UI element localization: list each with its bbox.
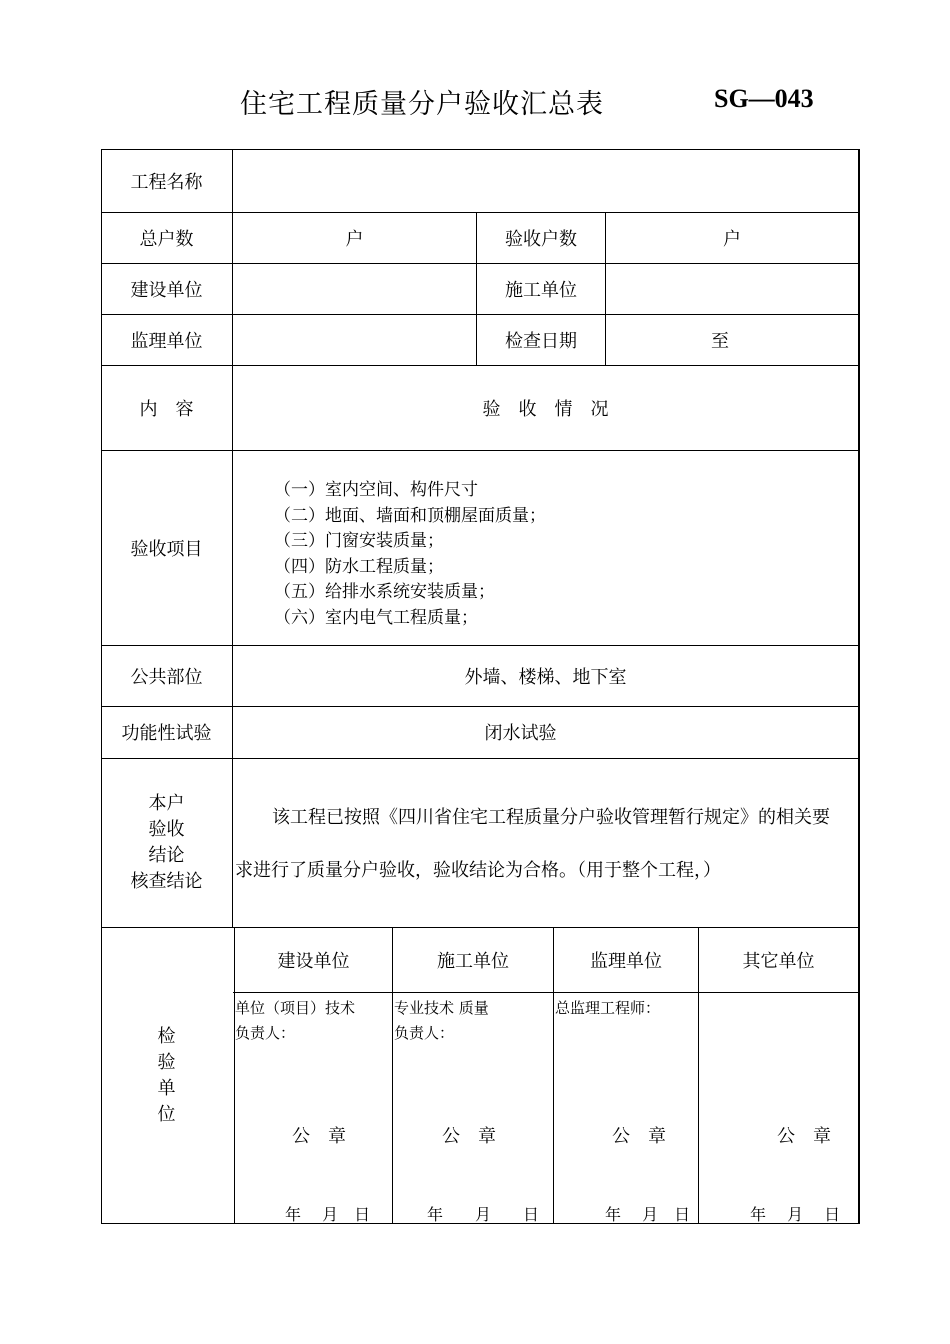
supervisor-label: 监理单位 — [130, 330, 203, 352]
total-households-label: 总户数 — [139, 228, 194, 250]
conclusion-label — [101, 791, 232, 895]
check-date-field[interactable]: 至 — [711, 330, 729, 352]
inspection-label-char: 位 — [157, 1104, 176, 1125]
contractor-signer-label — [394, 996, 489, 1046]
builder-signer-label — [235, 996, 355, 1046]
conclusion-label-line: 验收 — [148, 819, 185, 840]
conclusion-label-line: 结论 — [148, 845, 185, 866]
list-item: （三）门窗安装质量； — [274, 531, 444, 551]
total-households-field[interactable]: 户 — [345, 228, 364, 250]
unit-header-supervisor: 监理单位 — [590, 950, 662, 972]
table-border-right — [858, 149, 860, 1224]
signer-line: 单位（项目）技术 — [235, 999, 356, 1017]
contractor-field[interactable] — [606, 263, 858, 314]
builder-seal: 公 章 — [292, 1126, 346, 1147]
form-code: SG—043 — [714, 84, 814, 113]
signer-line: 专业技术 质量 — [394, 999, 489, 1017]
acceptance-items-label: 验收项目 — [130, 538, 203, 560]
row-divider — [101, 758, 860, 759]
signer-line: 负责人： — [394, 1024, 455, 1042]
other-date: 年 月 日 — [750, 1205, 841, 1224]
signer-line: 总监理工程师： — [555, 999, 661, 1017]
list-item: （一）室内空间、构件尺寸 — [274, 480, 478, 500]
unit-header-builder: 建设单位 — [277, 950, 350, 972]
conclusion-label-line: 本户 — [148, 793, 185, 814]
content-label: 内 容 — [139, 398, 194, 420]
conclusion-label-line: 核查结论 — [130, 871, 203, 892]
acceptance-status-label: 验 收 情 况 — [482, 398, 609, 420]
list-item: （四）防水工程质量； — [274, 556, 444, 577]
row-divider — [233, 992, 860, 993]
inspection-label-char: 单 — [157, 1078, 176, 1099]
list-item: （六）室内电气工程质量； — [274, 607, 478, 628]
supervisor-signer-label — [555, 996, 660, 1021]
function-test-label: 功能性试验 — [121, 723, 212, 744]
supervisor-date: 年 月 日 — [605, 1205, 691, 1224]
list-item: （二）地面、墙面和顶棚屋面质量； — [274, 505, 546, 526]
function-test-value: 闭水试验 — [484, 723, 557, 744]
acceptance-items-list — [274, 478, 546, 631]
public-area-label: 公共部位 — [130, 666, 203, 688]
accepted-households-field[interactable]: 户 — [723, 228, 741, 250]
supervisor-seal: 公 章 — [612, 1126, 666, 1147]
contractor-label: 施工单位 — [505, 279, 577, 301]
inspection-unit-label — [101, 1024, 232, 1128]
builder-date: 年 月 日 — [285, 1205, 371, 1224]
project-name-label: 工程名称 — [130, 171, 203, 193]
page-title: 住宅工程质量分户验收汇总表 — [240, 89, 604, 120]
other-seal: 公 章 — [777, 1126, 831, 1147]
unit-header-contractor: 施工单位 — [437, 950, 509, 972]
builder-field[interactable] — [233, 263, 476, 314]
contractor-seal: 公 章 — [442, 1126, 496, 1147]
public-area-value: 外墙、楼梯、地下室 — [464, 666, 627, 688]
supervisor-field[interactable] — [233, 314, 476, 365]
list-item: （五）给排水系统安装质量； — [274, 582, 495, 602]
contractor-date: 年 月 日 — [427, 1205, 540, 1224]
conclusion-text-line1: 该工程已按照《四川省住宅工程质量分户验收管理暂行规定》的相关要 — [272, 807, 830, 828]
signer-line: 负责人： — [235, 1024, 296, 1042]
project-name-field[interactable] — [233, 149, 858, 212]
inspection-label-char: 验 — [157, 1052, 176, 1073]
conclusion-text-line2: 求进行了质量分户验收，验收结论为合格。（用于整个工程，） — [235, 860, 721, 881]
builder-label: 建设单位 — [130, 279, 203, 301]
check-date-label: 检查日期 — [505, 330, 577, 352]
inspection-label-char: 检 — [157, 1026, 176, 1047]
accepted-households-label: 验收户数 — [505, 228, 577, 250]
unit-header-other: 其它单位 — [742, 950, 815, 972]
